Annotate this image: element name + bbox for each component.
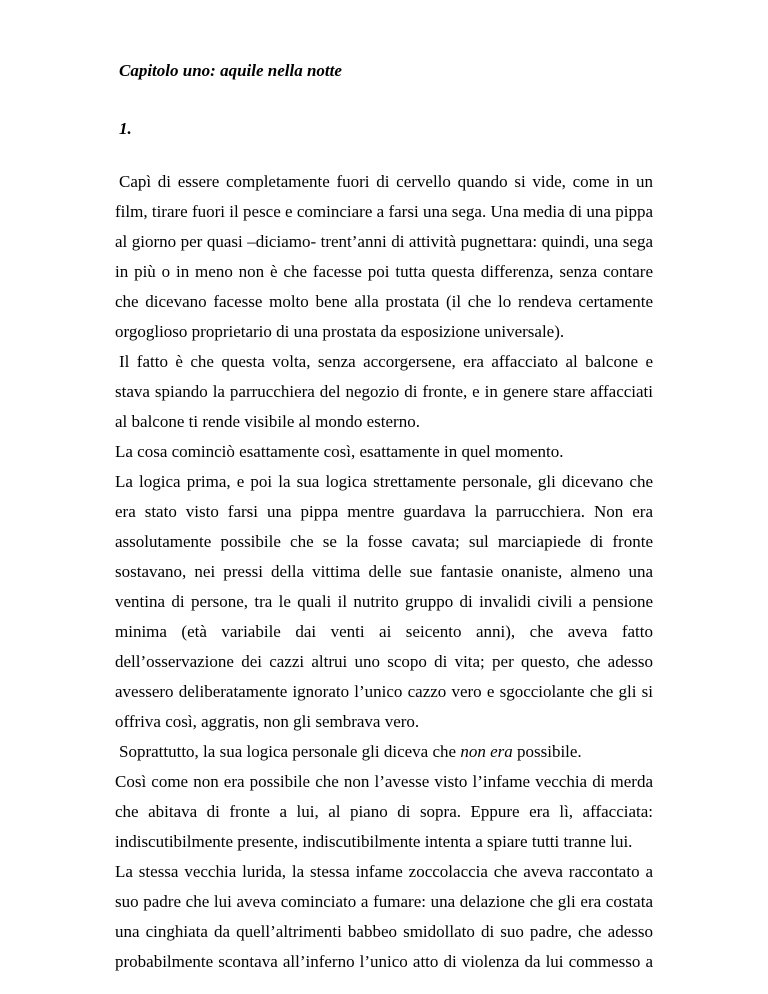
body-text — [115, 167, 653, 977]
paragraph-text: Soprattutto, la sua logica personale gli diceva che — [119, 742, 461, 761]
chapter-title: Capitolo uno: aquile nella notte — [119, 61, 342, 80]
paragraph: La cosa cominciò esattamente così, esattamente in quel momento. — [115, 442, 564, 461]
emphasized-text: non era — [460, 742, 513, 761]
paragraph — [115, 737, 653, 767]
paragraph: La logica prima, e poi la sua logica strettamente personale, gli dicevano che era stato visto farsi una pippa mentre guardava la parrucchiera. Non era assolutamente possibile che se la fosse cavata; sul marciapiede di fronte sostavano, nei pressi della vittima delle sue fantasie onaniste, almeno una ventina di persone, tra le quali il nutrito gruppo di invalidi civili a pensione minima (età variabile dai venti ai seicento anni), che aveva fatto dell’osservazione dei cazzi altrui uno scopo di vita; per questo, che adesso avessero deliberatamente ignorato l’unico cazzo vero e sgocciolante che gli si offriva così, aggratis, non gli sembrava vero. — [115, 472, 653, 731]
section-number: 1. — [119, 119, 132, 138]
paragraph-text: possibile. — [512, 742, 582, 761]
paragraph: Capì di essere completamente fuori di cervello quando si vide, come in un film, tirare fuori il pesce e cominciare a farsi una sega. Una media di una pippa al giorno per quasi –diciamo- trent’anni di attività pugnettara: quindi, una sega in più o in meno non è che facesse poi tutta questa differenza, senza contare che dicevano facesse molto bene alla prostata (il che lo rendeva certamente orgoglioso proprietario di una prostata da esposizione universale). — [115, 172, 653, 341]
paragraph: La stessa vecchia lurida, la stessa infame zoccolaccia che aveva raccontato a suo padre che lui aveva cominciato a fumare: una delazione che gli era costata una cinghiata da quell’altrimenti babbeo smidollato di suo padre, che adesso probabilmente scontava all’inferno l’unico atto di violenza da lui commesso a — [115, 862, 653, 971]
paragraph: Il fatto è che questa volta, senza accorgersene, era affacciato al balcone e stava spiando la parrucchiera del negozio di fronte, e in genere stare affacciati al balcone ti rende visibile al mondo esterno. — [115, 352, 653, 431]
paragraph: Così come non era possibile che non l’avesse visto l’infame vecchia di merda che abitava di fronte a lui, al piano di sopra. Eppure era lì, affacciata: indiscutibilmente presente, indiscutibilmente intenta a spiare tutti tranne lui. — [115, 772, 653, 851]
